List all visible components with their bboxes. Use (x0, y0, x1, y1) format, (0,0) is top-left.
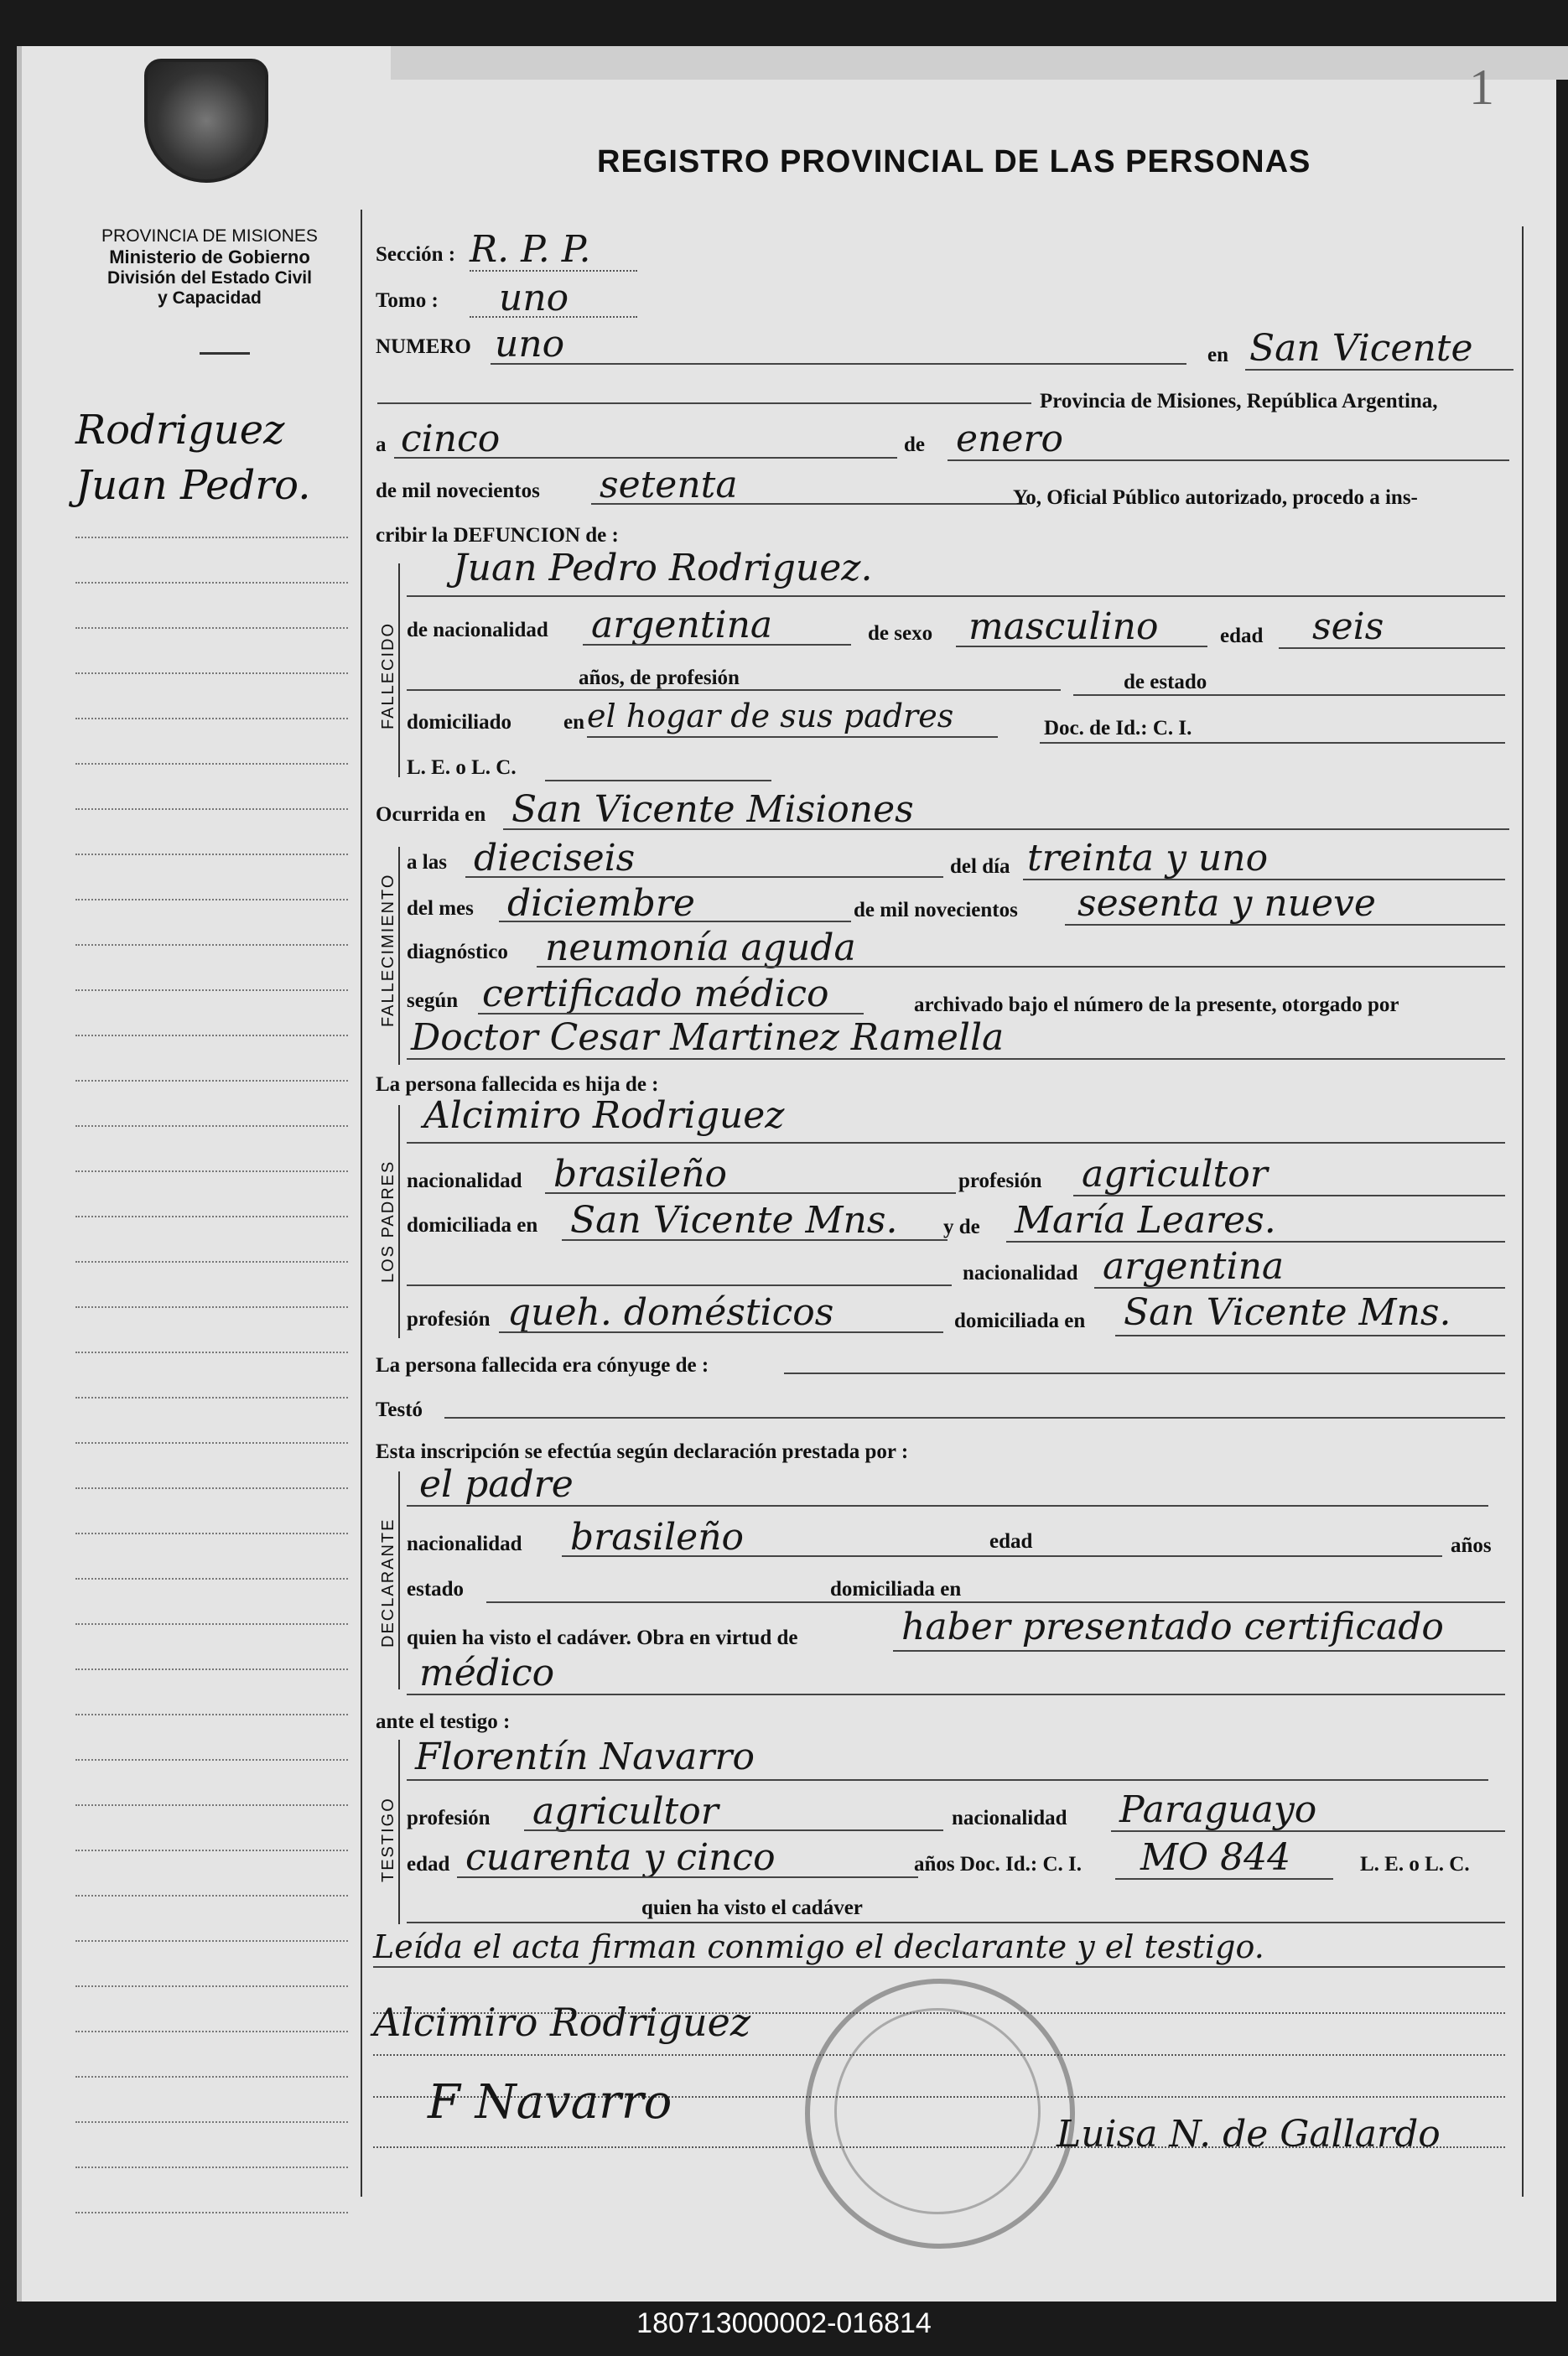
value-madre: María Leares. (1015, 1199, 1276, 1242)
label-edad-decl: edad (989, 1530, 1033, 1553)
margin-rule-line (75, 1985, 348, 1987)
margin-rule-line (75, 2121, 348, 2123)
margin-given-name: Juan Pedro. (75, 462, 311, 509)
margin-rule-line (75, 1895, 348, 1897)
label-conyuge: La persona fallecida era cónyuge de : (376, 1354, 709, 1377)
margin-rule-line (75, 1804, 348, 1806)
margin-rule-line (75, 1125, 348, 1127)
margin-rule-line (75, 854, 348, 855)
value-ocurrida: San Vicente Misiones (511, 788, 914, 831)
value-obra-2: médico (419, 1652, 555, 1694)
margin-rule-line (75, 2212, 348, 2213)
label-prof-madre: profesión (407, 1308, 491, 1331)
value-lectura: Leída el acta firman conmigo el declarante y el testigo. (373, 1928, 1264, 1965)
label-domiciliado: domiciliado (407, 711, 512, 734)
margin-rule-line (75, 2031, 348, 2032)
label-nac-decl: nacionalidad (407, 1533, 522, 1555)
label-declaracion: Esta inscripción se efectúa según declaración prestada por : (376, 1440, 909, 1463)
margin-rule-line (75, 582, 348, 584)
value-prof-madre: queh. domésticos (507, 1291, 834, 1334)
value-numero: uno (495, 323, 565, 366)
margin-rule-line (75, 989, 348, 991)
label-hija-de: La persona fallecida es hija de : (376, 1073, 659, 1096)
value-nac-testigo: Paraguayo (1119, 1788, 1317, 1831)
value-dom-madre: San Vicente Mns. (1124, 1291, 1451, 1334)
value-dom-padre: San Vicente Mns. (570, 1199, 898, 1242)
label-a-las: a las (407, 851, 447, 874)
issuer-line-3: División del Estado Civil (107, 268, 312, 288)
margin-rule-line (75, 1940, 348, 1942)
label-de-mil: de mil novecientos (376, 480, 540, 502)
label-edad-testigo: edad (407, 1853, 450, 1876)
label-estado: estado (407, 1578, 465, 1601)
label-nac-testigo: nacionalidad (952, 1807, 1067, 1829)
margin-rule-line (75, 672, 348, 674)
margin-rule-line (75, 1578, 348, 1580)
label-nac-padre: nacionalidad (407, 1170, 522, 1192)
margin-rule-line (75, 1714, 348, 1715)
value-mes: enero (956, 418, 1063, 460)
value-padre: Alcimiro Rodriguez (423, 1094, 785, 1137)
margin-surname: Rodriguez (75, 407, 285, 454)
label-anos-profesion: años, de profesión (579, 667, 740, 689)
value-sexo: masculino (968, 605, 1159, 648)
margin-rule-line (75, 718, 348, 719)
image-id-footer: 180713000002-016814 (636, 2307, 932, 2339)
signature-testigo: F Navarro (428, 2075, 672, 2130)
label-numero: NUMERO (376, 335, 471, 358)
margin-rule-line (75, 1170, 348, 1172)
margin-rule-line (75, 1080, 348, 1082)
label-padres: LOS PADRES (379, 1160, 397, 1283)
label-inscribir: cribir la DEFUNCION de : (376, 524, 619, 547)
margin-rule-line (75, 1759, 348, 1761)
margin-rule-line (75, 2076, 348, 2078)
margin-rule-line (75, 1261, 348, 1263)
label-prof-padre: profesión (958, 1170, 1042, 1192)
label-visto-2: quien ha visto el cadáver (641, 1897, 863, 1919)
label-prof-testigo: profesión (407, 1807, 491, 1829)
label-edad: edad (1220, 625, 1264, 647)
right-border (1522, 226, 1524, 2197)
label-y-de: y de (943, 1216, 980, 1238)
margin-rule-line (75, 2167, 348, 2168)
value-nombre: Juan Pedro Rodriguez. (453, 547, 873, 589)
label-visto: quien ha visto el cadáver. Obra en virtud de (407, 1627, 798, 1649)
label-anos: años (1451, 1534, 1492, 1557)
value-prof-padre: agricultor (1082, 1153, 1268, 1196)
label-sexo: de sexo (868, 622, 933, 645)
margin-rule-line (75, 1533, 348, 1534)
official-stamp-inner (834, 2008, 1041, 2214)
issuer-block (59, 226, 361, 309)
label-fallecimiento: FALLECIMIENTO (379, 873, 397, 1027)
label-nac-madre: nacionalidad (963, 1262, 1078, 1284)
margin-rule-line (75, 1442, 348, 1444)
margin-rule-line (75, 1668, 348, 1670)
value-nac-padre: brasileño (553, 1153, 728, 1196)
margin-names (75, 402, 352, 513)
coat-of-arms-seal (144, 59, 268, 183)
label-ocurrida: Ocurrida en (376, 803, 486, 826)
value-edad-testigo: cuarenta y cinco (465, 1836, 776, 1879)
margin-rule-line (75, 1035, 348, 1036)
margin-rule-line (75, 1487, 348, 1489)
label-doc-id: Doc. de Id.: C. I. (1044, 717, 1192, 739)
value-doc-testigo: MO 844 (1140, 1836, 1291, 1879)
label-de-mil-2: de mil novecientos (854, 899, 1018, 921)
value-anio: setenta (600, 464, 738, 506)
label-testo: Testó (376, 1399, 423, 1421)
label-en-dom: en (563, 711, 584, 734)
value-en: San Vicente (1249, 327, 1473, 370)
value-edad: seis (1312, 605, 1384, 648)
value-mes-fall: diciembre (507, 882, 695, 925)
value-hora: dieciseis (474, 837, 636, 880)
margin-rule-line (75, 1623, 348, 1625)
value-tomo: uno (499, 277, 569, 319)
signature-padre: Alcimiro Rodriguez (373, 2000, 751, 2045)
issuer-line-4: y Capacidad (158, 288, 262, 308)
value-diagnostico: neumonía aguda (545, 926, 856, 969)
value-dia: cinco (401, 418, 501, 460)
value-anio-fall: sesenta y nueve (1077, 882, 1376, 925)
label-de-estado: de estado (1124, 671, 1207, 693)
value-dia-fall: treinta y uno (1027, 837, 1269, 880)
label-anos-doc: años Doc. Id.: C. I. (914, 1853, 1083, 1876)
sidebar-rule (200, 352, 250, 355)
page-number: 1 (1469, 60, 1494, 115)
label-dom-decl: domiciliada en (830, 1578, 962, 1601)
margin-rule-line (75, 1216, 348, 1217)
label-provincia: Provincia de Misiones, República Argentina, (1040, 390, 1438, 413)
margin-rule-line (75, 944, 348, 946)
value-nac-madre: argentina (1103, 1245, 1285, 1288)
label-de: de (904, 433, 925, 456)
margin-rule-line (75, 1850, 348, 1851)
value-doctor: Doctor Cesar Martinez Ramella (411, 1016, 1005, 1059)
issuer-line-2: Ministerio de Gobierno (109, 246, 310, 267)
margin-divider (361, 210, 362, 2197)
label-diagnostico: diagnóstico (407, 941, 508, 963)
label-en: en (1207, 344, 1228, 366)
value-domicilio: el hogar de sus padres (587, 698, 954, 734)
value-nac-decl: brasileño (570, 1516, 745, 1559)
label-del-mes: del mes (407, 897, 474, 920)
signature-oficial: Luisa N. de Gallardo (1057, 2113, 1441, 2156)
label-segun: según (407, 989, 459, 1012)
label-le-lc-2: L. E. o L. C. (1360, 1853, 1470, 1876)
label-dom-madre: domiciliada en (954, 1310, 1086, 1332)
label-nacionalidad: de nacionalidad (407, 619, 548, 641)
label-seccion: Sección : (376, 243, 456, 266)
issuer-line-1: PROVINCIA DE MISIONES (101, 226, 318, 246)
margin-rule-line (75, 1352, 348, 1353)
label-a: a (376, 433, 387, 456)
label-fallecido: FALLECIDO (379, 621, 397, 729)
margin-rule-line (75, 763, 348, 765)
value-declarante: el padre (419, 1463, 574, 1506)
value-obra: haber presentado certificado (901, 1606, 1444, 1648)
label-archivado: archivado bajo el número de la presente, otorgado por (914, 994, 1399, 1016)
label-testigo: TESTIGO (379, 1797, 397, 1882)
label-declarante: DECLARANTE (379, 1518, 397, 1648)
label-dom-padre: domiciliada en (407, 1214, 538, 1237)
top-shadow (391, 46, 1568, 80)
value-prof-testigo: agricultor (532, 1790, 719, 1833)
margin-rule-line (75, 627, 348, 629)
margin-rule-line (75, 808, 348, 810)
value-testigo: Florentín Navarro (415, 1736, 755, 1778)
label-ante-testigo: ante el testigo : (376, 1710, 511, 1733)
label-le-lc: L. E. o L. C. (407, 756, 517, 779)
value-nacionalidad: argentina (591, 604, 773, 646)
margin-rule-line (75, 537, 348, 538)
value-seccion: R. P. P. (470, 228, 591, 271)
margin-rule-line (75, 1397, 348, 1399)
label-yo: Yo, Oficial Público autorizado, procedo a ins- (1013, 486, 1418, 509)
label-tomo: Tomo : (376, 289, 439, 312)
margin-rule-line (75, 1306, 348, 1308)
label-del-dia: del día (950, 855, 1010, 878)
value-segun: certificado médico (482, 973, 829, 1015)
registry-title: REGISTRO PROVINCIAL DE LAS PERSONAS (597, 144, 1311, 179)
margin-rule-line (75, 899, 348, 900)
